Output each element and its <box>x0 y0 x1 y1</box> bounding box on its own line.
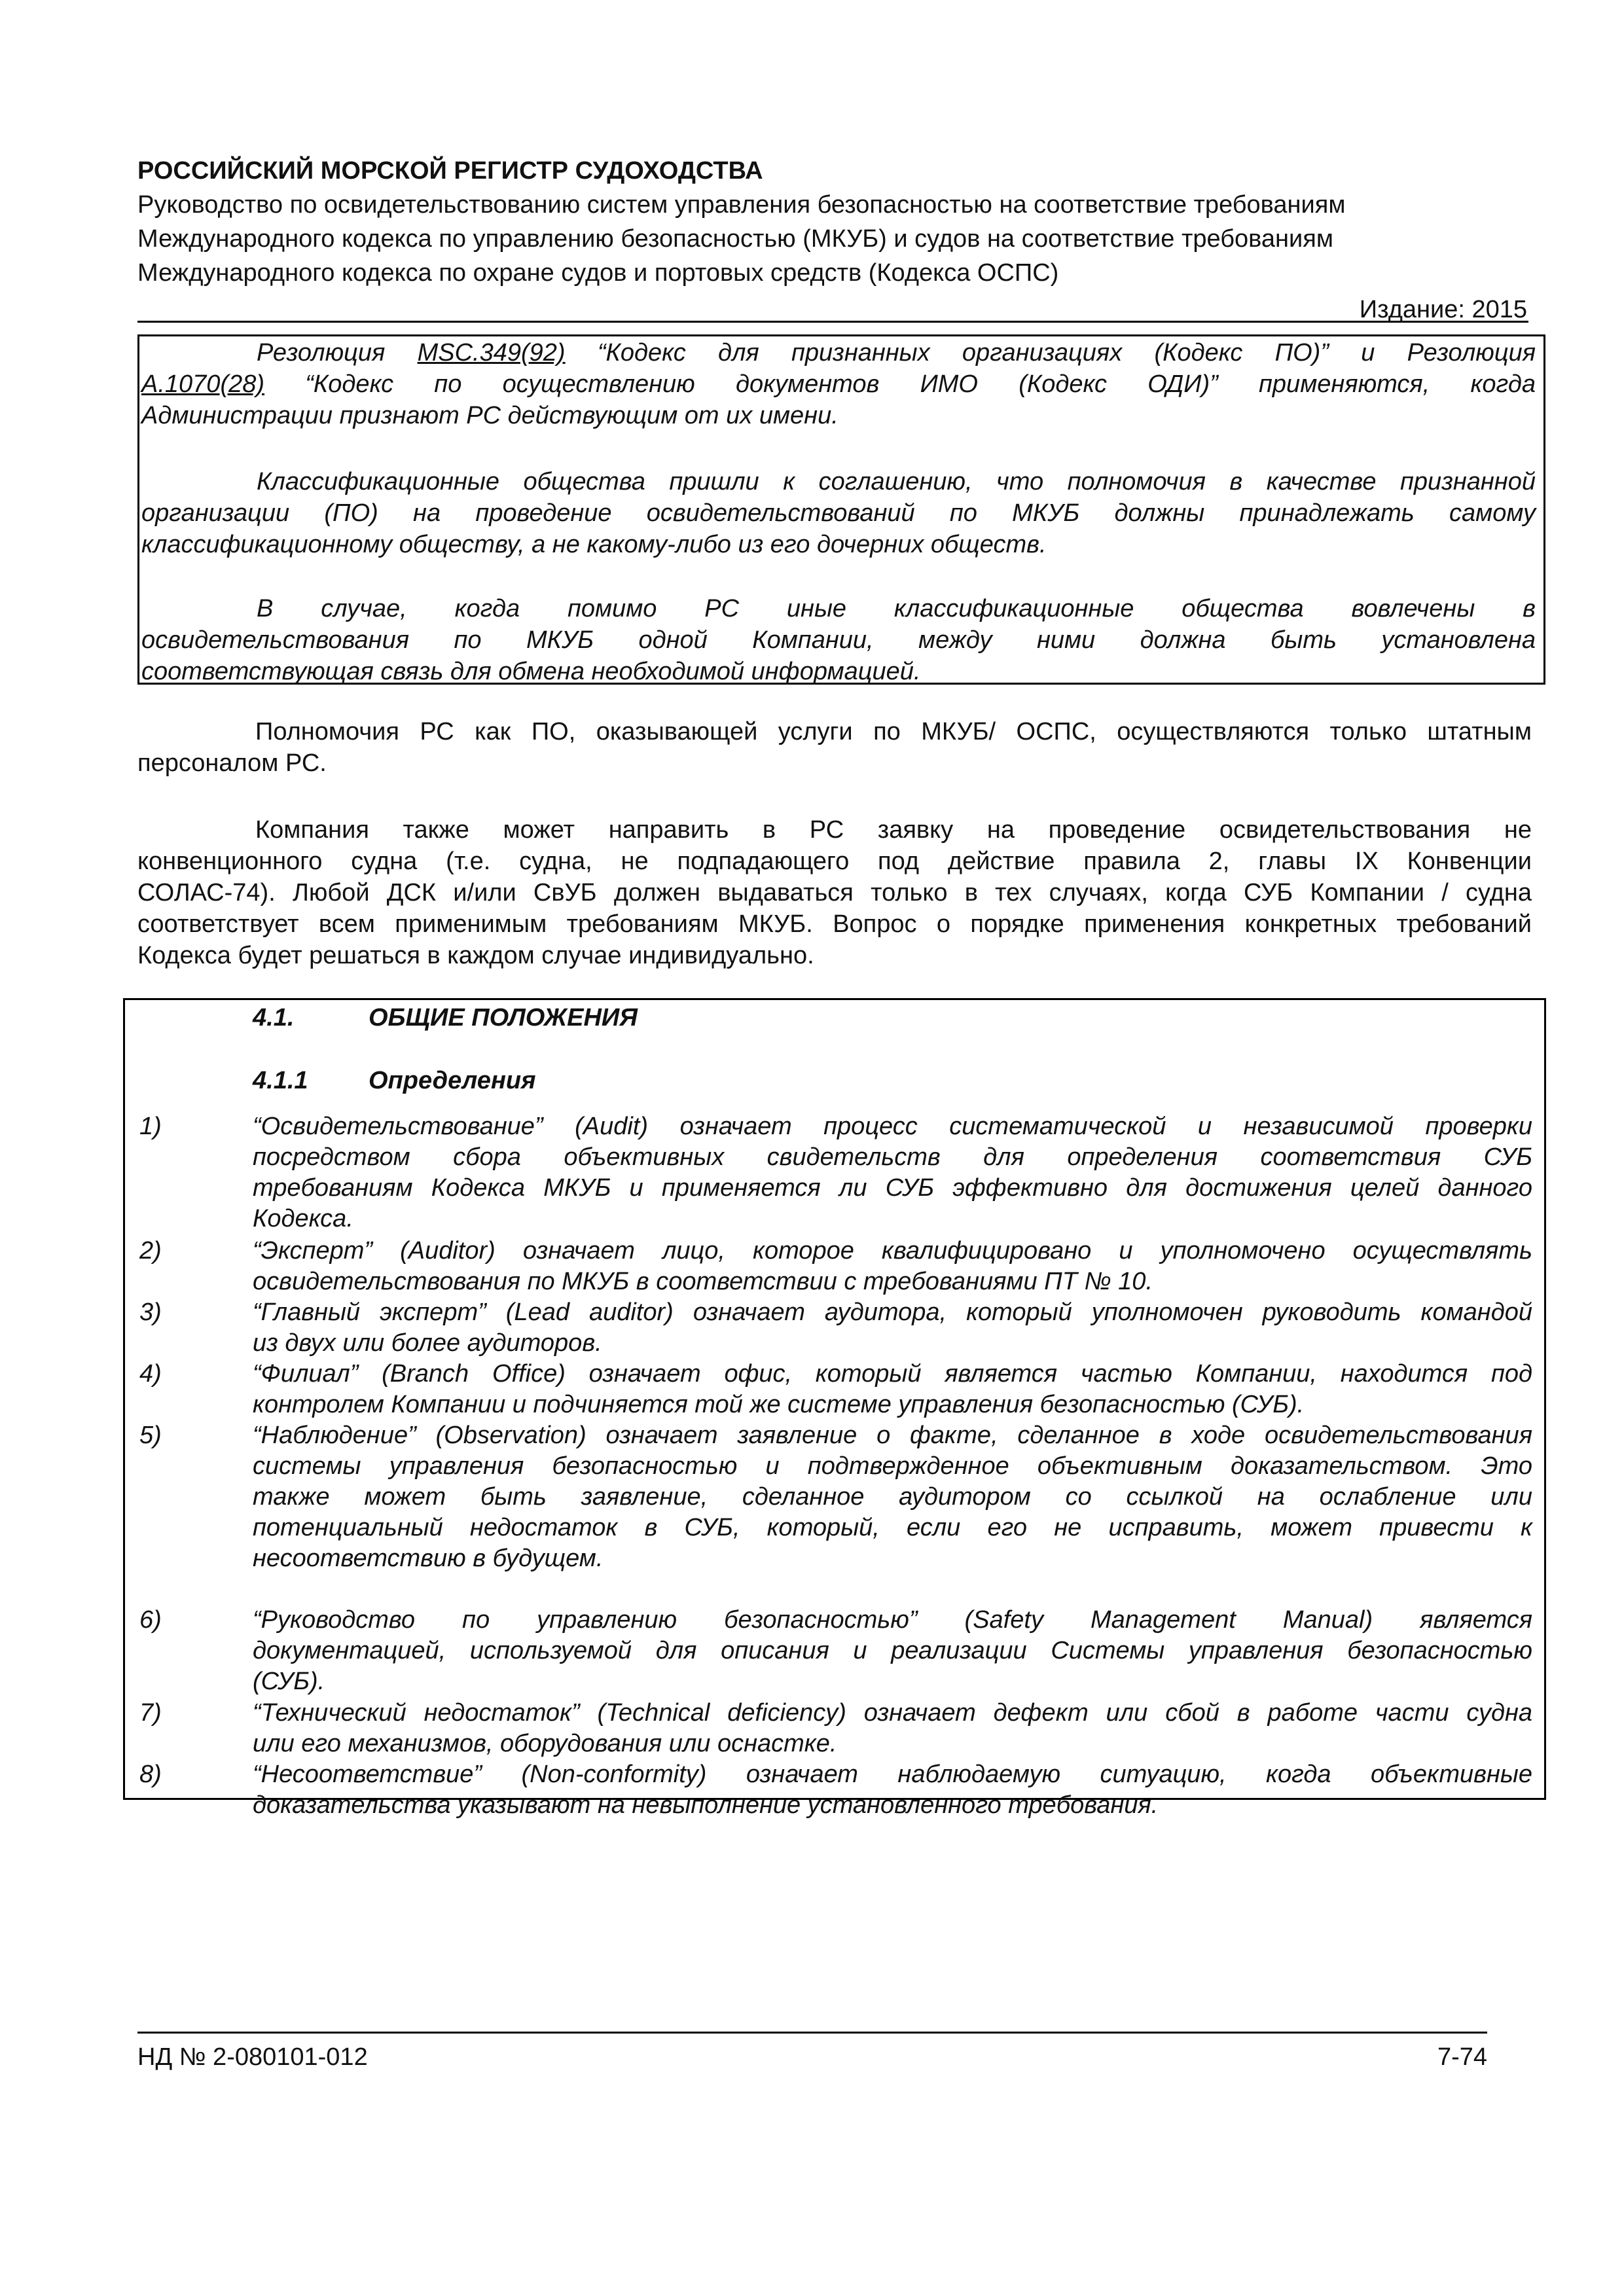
definition-line: доказательства указывают на невыполнение установленного требования. <box>253 1791 1159 1819</box>
definition-number: 1) <box>139 1113 162 1140</box>
definition-line: освидетельствования по МКУБ в соответствии с требованиями ПТ № 10. <box>253 1268 1153 1295</box>
section-number: 4.1. <box>253 1004 295 1031</box>
note-paragraph-1 <box>141 337 1536 431</box>
body-paragraph-1: Полномочия РС как ПО, оказывающей услуги по МКУБ/ ОСПС, осуществляются только штатным персоналом РС. <box>137 718 1532 777</box>
section-title: ОБЩИЕ ПОЛОЖЕНИЯ <box>369 1004 638 1031</box>
definition-line: “Несоответствие” (Non-conformity) означает наблюдаемую ситуацию, когда объективные <box>253 1761 1532 1788</box>
definition-number: 4) <box>139 1360 162 1388</box>
note-text: Администрации признают РС действующим от их имени. <box>141 402 839 429</box>
subsection-number: 4.1.1 <box>253 1067 308 1094</box>
definition-number: 7) <box>139 1699 162 1727</box>
definition-line: “Главный эксперт” (Lead auditor) означает аудитора, который уполномочен руководить командой <box>253 1299 1532 1326</box>
definition-item <box>253 1111 1532 1234</box>
note-text: “Кодекс по осуществлению документов ИМО (Кодекс ОДИ)” применяются, когда <box>264 370 1536 398</box>
definition-line: посредством сбора объективных свидетельств для определения соответствия СУБ <box>253 1143 1532 1171</box>
note-paragraph-2: Классификационные общества пришли к соглашению, что полномочия в качестве признанной организации (ПО) на проведение освидетельствований по МКУБ должны принадлежать самому классификационному обществу, а не какому-либо из его дочерних обществ. <box>141 468 1536 558</box>
definition-item <box>253 1297 1532 1359</box>
definition-line: Кодекса. <box>253 1205 353 1232</box>
definition-line: “Освидетельствование” (Audit) означает процесс систематической и независимой проверки <box>253 1113 1532 1140</box>
header-divider <box>137 321 1528 323</box>
definition-line: или его механизмов, оборудования или оснастке. <box>253 1730 837 1757</box>
definition-line: “Наблюдение” (Observation) означает заявление о факте, сделанное в ходе освидетельствования <box>253 1422 1532 1449</box>
subsection-title: Определения <box>369 1067 536 1094</box>
definition-item <box>253 1236 1532 1297</box>
note-text: Резолюция <box>257 339 418 367</box>
definition-item <box>253 1759 1532 1821</box>
definition-line: “Технический недостаток” (Technical deficiency) означает дефект или сбой в работе части судна <box>253 1699 1532 1727</box>
organization-name: РОССИЙСКИЙ МОРСКОЙ РЕГИСТР СУДОХОДСТВА <box>137 157 763 185</box>
definition-item <box>253 1420 1532 1574</box>
document-header <box>137 154 1525 290</box>
definition-line: документацией, используемой для описания и реализации Системы управления безопасностью <box>253 1637 1532 1664</box>
definition-line: несоответствию в будущем. <box>253 1545 604 1572</box>
definition-number: 2) <box>139 1237 162 1265</box>
definition-line: “Руководство по управлению безопасностью” (Safety Management Manual) является <box>253 1606 1532 1634</box>
body-paragraph-2: Компания также может направить в РС заявку на проведение освидетельствования не конвенционного судна (т.е. судна, не подпадающего под действие правила 2, главы IX Конвенции СОЛАС-74). Любой ДСК и/или СвУБ должен выдаваться только в тех случаях, когда СУБ Компании / судна соответствует всем применимым требованиям МКУБ. Вопрос о порядке применения конкретных требований Кодекса будет решаться в каждом случае индивидуально. <box>137 816 1532 969</box>
definition-number: 5) <box>139 1422 162 1449</box>
header-line-1: Руководство по освидетельствованию систем управления безопасностью на соответствие требованиям <box>137 191 1346 219</box>
note-text: “Кодекс для признанных организациях (Кодекс ПО)” и Резолюция <box>565 339 1536 367</box>
footer-divider <box>137 2032 1487 2034</box>
definition-number: 6) <box>139 1606 162 1634</box>
definition-line: требованиям Кодекса МКУБ и применяется ли СУБ эффективно для достижения целей данного <box>253 1174 1532 1202</box>
definition-line: (СУБ). <box>253 1668 325 1695</box>
definition-line: из двух или более аудиторов. <box>253 1329 602 1357</box>
definition-number: 3) <box>139 1299 162 1326</box>
a1070-link[interactable]: A.1070(28) <box>141 370 265 398</box>
page-number: 7-74 <box>1437 2043 1487 2071</box>
note-paragraph-3: В случае, когда помимо РС иные классификационные общества вовлечены в освидетельствования по МКУБ одной Компании, между ними должна быть установлена соответствующая связь для обмена необходимой информацией. <box>141 595 1536 685</box>
definition-line: системы управления безопасностью и подтвержденное объективным доказательством. Это <box>253 1452 1532 1480</box>
header-line-2: Международного кодекса по управлению безопасностью (МКУБ) и судов на соответствие требованиям <box>137 225 1333 253</box>
definition-line: потенциальный недостаток в СУБ, который, если его не исправить, может привести к <box>253 1514 1532 1541</box>
definition-line: “Филиал” (Branch Office) означает офис, который является частью Компании, находится под <box>253 1360 1532 1388</box>
definition-number: 8) <box>139 1761 162 1788</box>
document-number: НД № 2-080101-012 <box>137 2043 368 2071</box>
msc-link[interactable]: MSC.349(92) <box>417 339 566 367</box>
definition-line: “Эксперт” (Auditor) означает лицо, которое квалифицировано и уполномочено осуществлять <box>253 1237 1532 1265</box>
definition-line: также может быть заявление, сделанное аудитором со ссылкой на ослабление или <box>253 1483 1532 1511</box>
definition-line: контролем Компании и подчиняется той же системе управления безопасностью (СУБ). <box>253 1391 1305 1418</box>
definition-item <box>253 1359 1532 1420</box>
definition-item <box>253 1605 1532 1697</box>
definition-item <box>253 1698 1532 1759</box>
edition-label: Издание: 2015 <box>1359 296 1527 323</box>
header-line-3: Международного кодекса по охране судов и портовых средств (Кодекса ОСПС) <box>137 259 1059 287</box>
